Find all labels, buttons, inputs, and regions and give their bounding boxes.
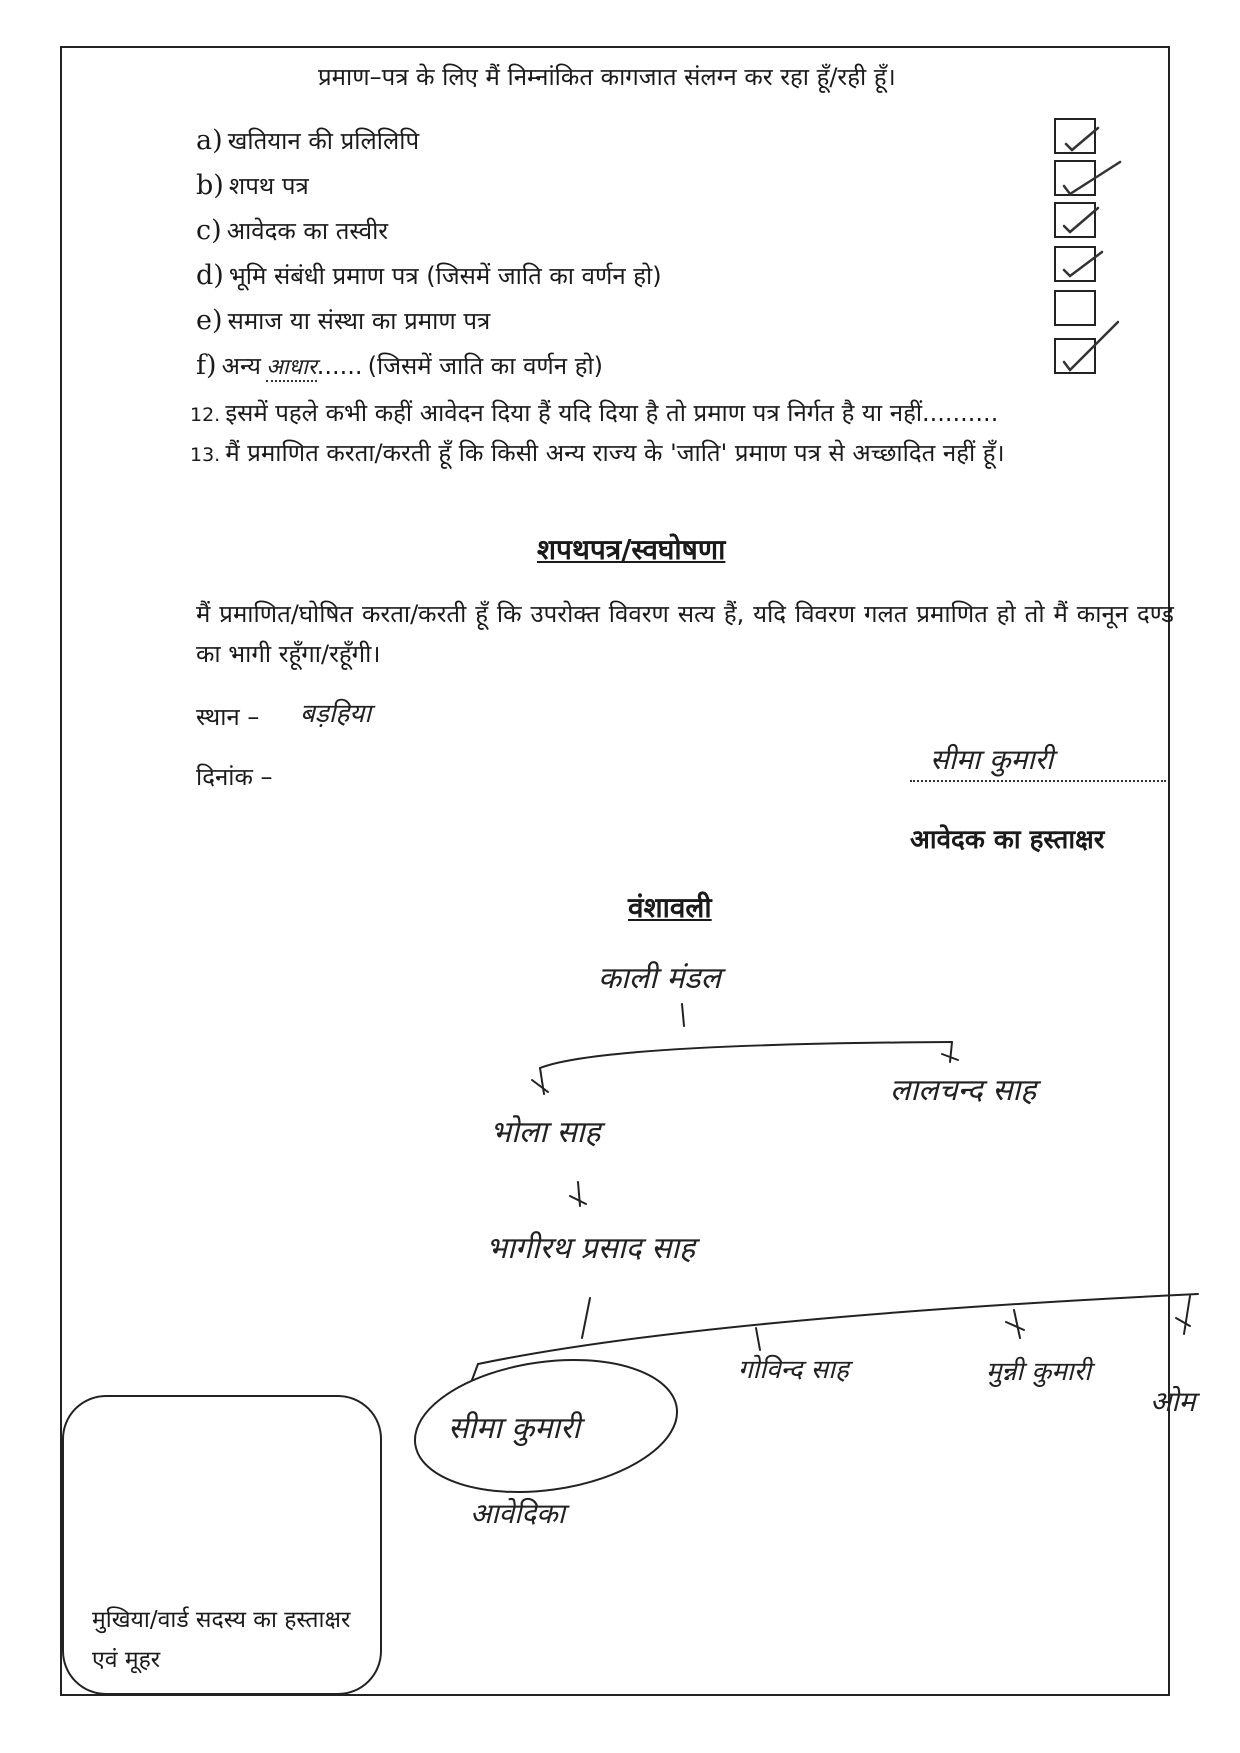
- signature-line: [910, 780, 1166, 782]
- date-label: दिनांक –: [196, 763, 273, 791]
- gen1-left: भोला साह: [490, 1115, 601, 1150]
- gen3-applicant: सीमा कुमारी: [448, 1411, 581, 1446]
- doc-label: भूमि संबंधी प्रमाण पत्र (जिसमें जाति का वर्णन हो): [228, 262, 662, 290]
- gen3-third: मुन्नी कुमारी: [986, 1357, 1091, 1387]
- gen1-right: लालचन्द साह: [890, 1073, 1037, 1108]
- doc-label: खतियान की प्रलिलिपि: [227, 127, 420, 155]
- checkbox-c[interactable]: [1054, 202, 1096, 238]
- doc-label: समाज या संस्था का प्रमाण पत्र: [227, 307, 491, 335]
- place-handwritten: बड़हिया: [300, 699, 372, 729]
- doc-letter: f): [196, 350, 217, 381]
- item-12: [190, 396, 1176, 429]
- place-label: स्थान –: [196, 703, 260, 731]
- affidavit-title: शपथपत्र/स्वघोषणा: [537, 533, 726, 566]
- checkbox-d[interactable]: [1054, 246, 1096, 282]
- doc-item-d: [196, 259, 662, 292]
- checkbox-f[interactable]: [1054, 338, 1096, 374]
- doc-item-c: [196, 214, 388, 247]
- doc-letter: e): [196, 305, 223, 336]
- doc-dots: ......: [316, 352, 363, 380]
- signature-label: आवेदक का हस्ताक्षर: [910, 825, 1105, 855]
- gen2: भागीरथ प्रसाद साह: [486, 1231, 696, 1266]
- doc-item-b: [196, 169, 309, 202]
- applicant-signature: सीमा कुमारी: [930, 743, 1054, 776]
- item-text: इसमें पहले कभी कहीं आवेदन दिया हैं यदि दिया है तो प्रमाण पत्र निर्गत है या नहीं..........: [225, 399, 999, 427]
- genealogy-title: वंशावली: [628, 891, 712, 924]
- affidavit-body: मैं प्रमाणित/घोषित करता/करती हूँ कि उपरोक्त विवरण सत्य हैं, यदि विवरण गलत प्रमाणित हो तो मैं कानून दण्ड का भागी रहूँगा/रहूँगी।: [196, 600, 1174, 668]
- doc-item-a: [196, 124, 419, 157]
- doc-item-f: [196, 349, 603, 382]
- applicant-note: आवेदिका: [470, 1497, 566, 1530]
- gen3-fourth: ओम: [1150, 1385, 1196, 1418]
- gen-root: काली मंडल: [598, 961, 721, 996]
- checkbox-b[interactable]: [1054, 160, 1096, 196]
- doc-other-handwritten: आधार: [266, 355, 317, 380]
- doc-label-suffix: (जिसमें जाति का वर्णन हो): [367, 352, 604, 380]
- item-13: [190, 432, 1176, 477]
- item-text: मैं प्रमाणित करता/करती हूँ कि किसी अन्य राज्य के 'जाति' प्रमाण पत्र से अच्छादित नहीं हूँ।: [225, 439, 1005, 467]
- doc-letter: a): [196, 125, 223, 156]
- doc-label-prefix: अन्य: [221, 352, 261, 380]
- doc-item-e: [196, 304, 490, 337]
- stamp-label: मुखिया/वार्ड सदस्य का हस्ताक्षर एवं मूहर: [92, 1607, 351, 1673]
- doc-letter: c): [196, 215, 222, 246]
- gen3-second: गोविन्द साह: [738, 1355, 849, 1385]
- checkbox-e[interactable]: [1054, 290, 1096, 326]
- item-number: 12.: [190, 404, 221, 426]
- doc-label: शपथ पत्र: [228, 172, 309, 200]
- doc-letter: d): [196, 260, 224, 291]
- doc-letter: b): [196, 170, 224, 201]
- item-number: 13.: [190, 444, 221, 466]
- intro-line: प्रमाण–पत्र के लिए मैं निम्नांकित कागजात संलग्न कर रहा हूँ/रही हूँ।: [318, 63, 896, 91]
- checkbox-a[interactable]: [1054, 118, 1096, 154]
- doc-label: आवेदक का तस्वीर: [226, 217, 389, 245]
